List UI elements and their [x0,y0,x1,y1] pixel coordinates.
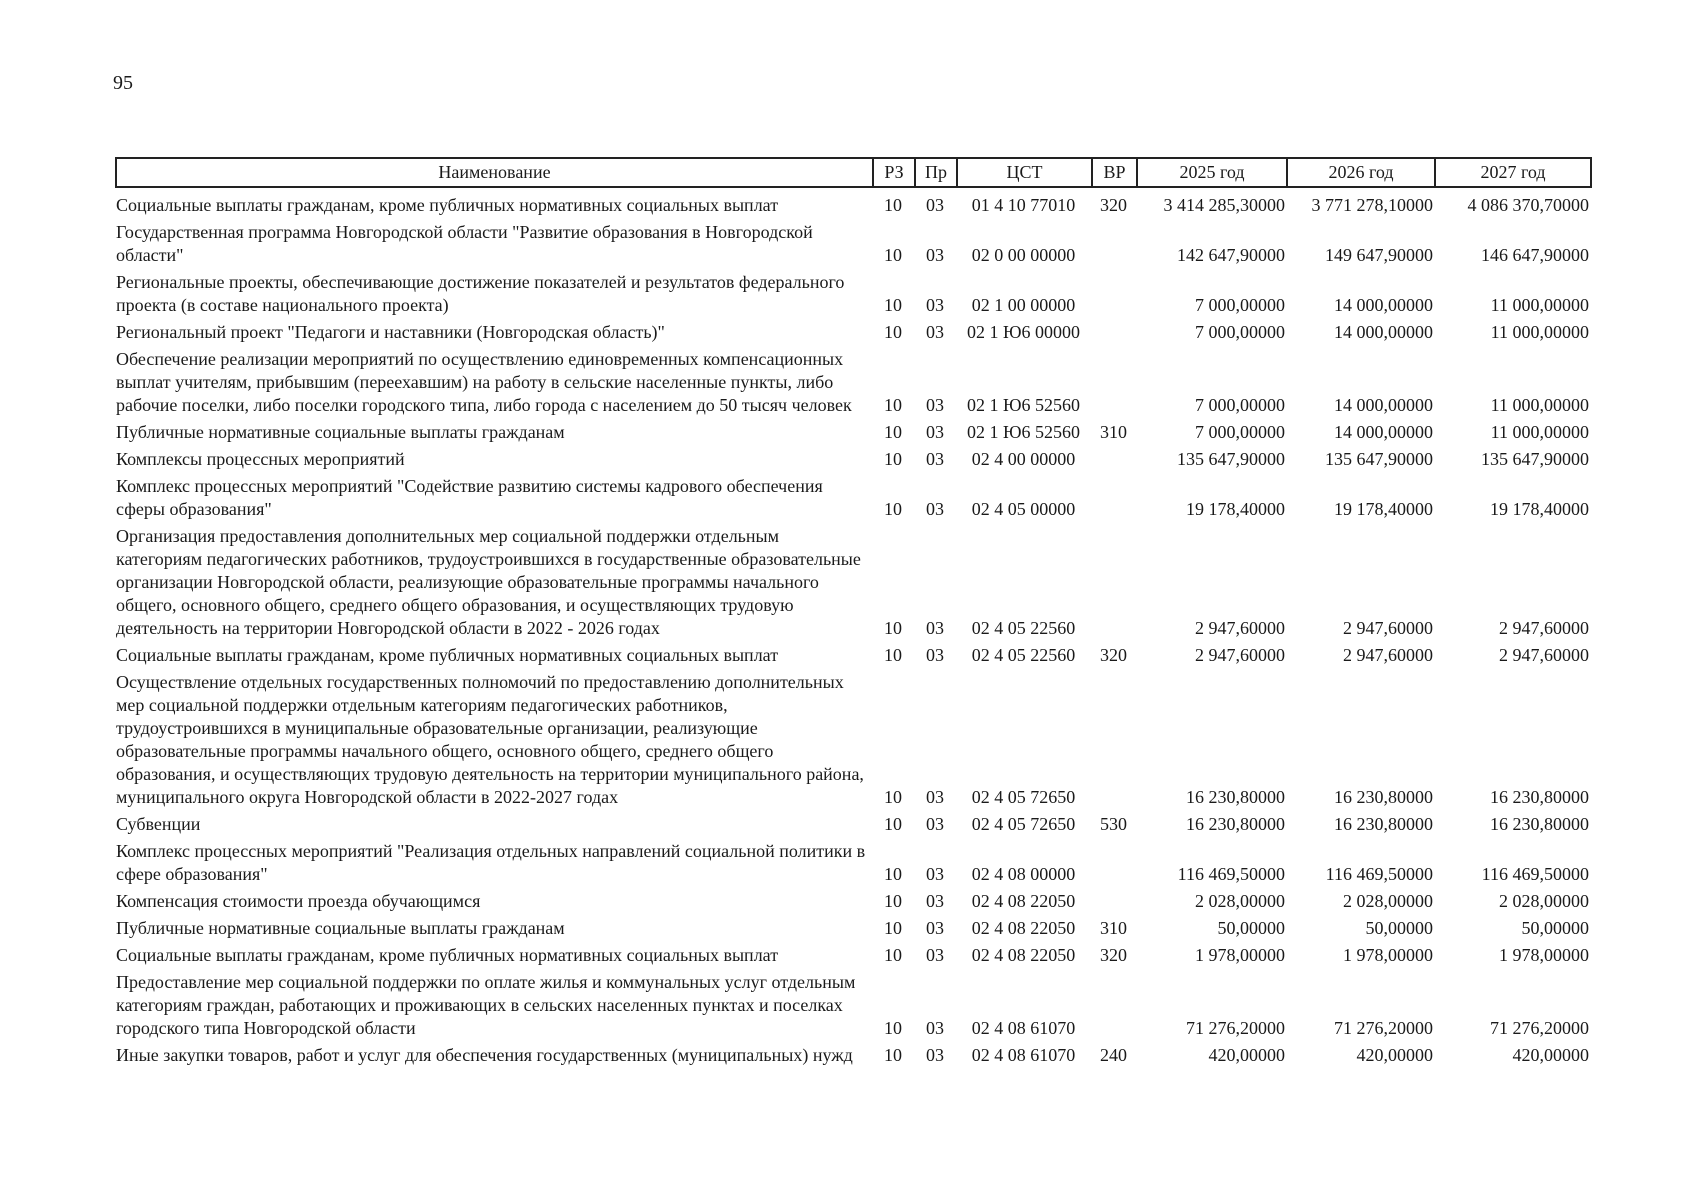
header-vr: ВР [1092,158,1137,187]
row-vr [1092,890,1137,917]
row-name: Субвенции [116,814,201,834]
page-number: 95 [113,72,133,94]
row-name: Региональный проект "Педагоги и наставники (Новгородская область)" [116,322,665,342]
row-2027: 4 086 370,70000 [1467,195,1589,215]
row-name: Комплексы процессных мероприятий [116,449,405,469]
row-2026: 1 978,00000 [1343,945,1433,965]
row-2026: 50,00000 [1365,918,1433,938]
row-rz: 10 [884,422,902,442]
header-2027: 2027 год [1435,158,1591,187]
table-row [116,671,1591,813]
row-vr [1092,271,1137,321]
table-row [116,421,1591,448]
row-vr: 320 [1100,195,1127,215]
table-row [116,1044,1591,1071]
row-pr: 03 [926,645,944,665]
row-2027: 50,00000 [1521,918,1589,938]
header-pr: Пр [915,158,957,187]
row-2025: 19 178,40000 [1186,499,1285,519]
row-name: Государственная программа Новгородской области "Развитие образования в Новгородской области" [116,222,813,265]
row-2027: 420,00000 [1512,1045,1589,1065]
row-rz: 10 [884,864,902,884]
row-rz: 10 [884,945,902,965]
row-name: Региональные проекты, обеспечивающие достижение показателей и результатов федерального проекта (в составе национального проекта) [116,272,845,315]
row-name: Компенсация стоимости проезда обучающимся [116,891,481,911]
table-body [116,187,1591,1071]
row-vr: 320 [1100,645,1127,665]
row-cst: 02 4 08 22050 [971,945,1076,965]
row-pr: 03 [926,245,944,265]
table-row [116,348,1591,421]
row-2027: 16 230,80000 [1490,814,1589,834]
row-2026: 3 771 278,10000 [1311,195,1433,215]
row-rz: 10 [884,499,902,519]
row-2027: 2 947,60000 [1499,645,1589,665]
row-cst: 02 4 05 22560 [971,618,1076,638]
row-2026: 14 000,00000 [1334,322,1433,342]
row-rz: 10 [884,195,902,215]
row-2027: 116 469,50000 [1481,864,1589,884]
row-name: Комплекс процессных мероприятий "Реализация отдельных направлений социальной политики в сфере образования" [116,841,866,884]
row-name: Организация предоставления дополнительных мер социальной поддержки отдельным категориям педагогических работников, трудоустроившихся в государственные образовательные организации Новгородской области, реализующие образовательные программы начального общего, основного общего, среднего общего образования, и осуществляющих трудовую деятельность на территории Новгородской области в 2022 - 2026 годах [116,526,861,638]
table-row [116,813,1591,840]
row-cst: 02 4 08 61070 [971,1018,1076,1038]
row-2025: 1 978,00000 [1195,945,1285,965]
row-pr: 03 [926,891,944,911]
row-pr: 03 [926,395,944,415]
row-pr: 03 [926,449,944,469]
row-2025: 71 276,20000 [1186,1018,1285,1038]
table-row [116,321,1591,348]
row-pr: 03 [926,295,944,315]
row-2026: 14 000,00000 [1334,395,1433,415]
row-2027: 11 000,00000 [1490,322,1589,342]
row-cst: 02 4 08 22050 [971,891,1076,911]
row-2025: 16 230,80000 [1186,814,1285,834]
row-rz: 10 [884,1018,902,1038]
row-rz: 10 [884,1045,902,1065]
table-row [116,917,1591,944]
row-2027: 2 947,60000 [1499,618,1589,638]
row-2025: 420,00000 [1208,1045,1285,1065]
row-2026: 2 947,60000 [1343,618,1433,638]
row-rz: 10 [884,395,902,415]
row-rz: 10 [884,245,902,265]
row-2025: 2 947,60000 [1195,645,1285,665]
table-row [116,271,1591,321]
table-row [116,644,1591,671]
header-name: Наименование [116,158,873,187]
row-rz: 10 [884,891,902,911]
row-2025: 7 000,00000 [1195,395,1285,415]
table-row [116,971,1591,1044]
row-2026: 16 230,80000 [1334,814,1433,834]
table-row [116,890,1591,917]
row-2027: 146 647,90000 [1481,245,1589,265]
header-2026: 2026 год [1287,158,1435,187]
row-cst: 02 1 Ю6 00000 [966,322,1080,342]
row-2025: 7 000,00000 [1195,422,1285,442]
row-pr: 03 [926,195,944,215]
row-rz: 10 [884,918,902,938]
row-2025: 116 469,50000 [1177,864,1285,884]
header-cst: ЦСТ [957,158,1092,187]
row-rz: 10 [884,618,902,638]
table-row [116,525,1591,644]
row-cst: 02 4 08 61070 [971,1045,1076,1065]
row-vr [1092,475,1137,525]
row-cst: 02 4 08 00000 [971,864,1076,884]
row-rz: 10 [884,449,902,469]
row-name: Социальные выплаты гражданам, кроме публичных нормативных социальных выплат [116,195,779,215]
budget-table [115,157,1592,1071]
row-rz: 10 [884,295,902,315]
row-2027: 11 000,00000 [1490,395,1589,415]
row-pr: 03 [926,787,944,807]
row-2026: 2 947,60000 [1343,645,1433,665]
row-cst: 02 4 05 22560 [971,645,1076,665]
row-vr: 310 [1100,422,1127,442]
row-2025: 135 647,90000 [1177,449,1285,469]
header-2025: 2025 год [1137,158,1287,187]
row-2027: 71 276,20000 [1490,1018,1589,1038]
table-row [116,475,1591,525]
row-2026: 19 178,40000 [1334,499,1433,519]
row-2025: 2 028,00000 [1195,891,1285,911]
row-cst: 02 4 00 00000 [971,449,1076,469]
table-row [116,944,1591,971]
row-2026: 149 647,90000 [1325,245,1433,265]
row-pr: 03 [926,814,944,834]
row-2026: 71 276,20000 [1334,1018,1433,1038]
row-vr: 530 [1100,814,1127,834]
row-cst: 02 1 00 00000 [971,295,1076,315]
row-pr: 03 [926,322,944,342]
row-2025: 16 230,80000 [1186,787,1285,807]
row-pr: 03 [926,1018,944,1038]
row-2027: 135 647,90000 [1481,449,1589,469]
row-2026: 14 000,00000 [1334,422,1433,442]
row-vr [1092,348,1137,421]
row-vr: 310 [1100,918,1127,938]
row-name: Комплекс процессных мероприятий "Содействие развитию системы кадрового обеспечения сферы образования" [116,476,823,519]
row-cst: 02 4 08 22050 [971,918,1076,938]
row-pr: 03 [926,499,944,519]
row-cst: 01 4 10 77010 [971,195,1076,215]
row-rz: 10 [884,322,902,342]
row-cst: 02 0 00 00000 [971,245,1076,265]
row-cst: 02 4 05 00000 [971,499,1076,519]
row-name: Предоставление мер социальной поддержки по оплате жилья и коммунальных услуг отдельным категориям граждан, работающих и проживающих в сельских населенных пунктах и поселках городского типа Новгородской области [116,972,856,1038]
row-name: Социальные выплаты гражданам, кроме публичных нормативных социальных выплат [116,945,779,965]
table-row [116,187,1591,221]
row-2025: 3 414 285,30000 [1163,195,1285,215]
row-pr: 03 [926,618,944,638]
row-2027: 2 028,00000 [1499,891,1589,911]
row-2026: 14 000,00000 [1334,295,1433,315]
row-2026: 2 028,00000 [1343,891,1433,911]
row-rz: 10 [884,787,902,807]
row-vr [1092,525,1137,644]
header-row [116,158,1591,187]
row-vr [1092,840,1137,890]
row-2027: 19 178,40000 [1490,499,1589,519]
row-cst: 02 1 Ю6 52560 [966,395,1080,415]
row-2027: 11 000,00000 [1490,422,1589,442]
row-pr: 03 [926,918,944,938]
row-2027: 11 000,00000 [1490,295,1589,315]
row-2026: 16 230,80000 [1334,787,1433,807]
row-vr [1092,321,1137,348]
table-header [116,158,1591,187]
row-cst: 02 4 05 72650 [971,814,1076,834]
row-2026: 135 647,90000 [1325,449,1433,469]
row-pr: 03 [926,945,944,965]
row-vr [1092,448,1137,475]
row-vr [1092,221,1137,271]
row-2025: 50,00000 [1217,918,1285,938]
row-vr [1092,671,1137,813]
row-vr [1092,971,1137,1044]
row-2026: 116 469,50000 [1325,864,1433,884]
row-2027: 16 230,80000 [1490,787,1589,807]
row-name: Обеспечение реализации мероприятий по осуществлению единовременных компенсационных выплат учителям, прибывшим (переехавшим) на работу в сельские населенные пункты, либо рабочие поселки, либо поселки городского типа, либо города с населением до 50 тысяч человек [116,349,852,415]
row-name: Социальные выплаты гражданам, кроме публичных нормативных социальных выплат [116,645,779,665]
row-rz: 10 [884,814,902,834]
row-pr: 03 [926,422,944,442]
row-2027: 1 978,00000 [1499,945,1589,965]
row-2025: 7 000,00000 [1195,322,1285,342]
row-name: Иные закупки товаров, работ и услуг для обеспечения государственных (муниципальных) нужд [116,1045,853,1065]
row-2025: 7 000,00000 [1195,295,1285,315]
row-2025: 2 947,60000 [1195,618,1285,638]
header-rz: РЗ [873,158,915,187]
row-name: Публичные нормативные социальные выплаты гражданам [116,918,565,938]
row-pr: 03 [926,1045,944,1065]
row-vr: 240 [1100,1045,1127,1065]
row-pr: 03 [926,864,944,884]
row-vr: 320 [1100,945,1127,965]
row-cst: 02 4 05 72650 [971,787,1076,807]
table-row [116,448,1591,475]
table-row [116,221,1591,271]
row-2025: 142 647,90000 [1177,245,1285,265]
row-2026: 420,00000 [1356,1045,1433,1065]
row-cst: 02 1 Ю6 52560 [966,422,1080,442]
table-row [116,840,1591,890]
row-rz: 10 [884,645,902,665]
row-name: Осуществление отдельных государственных полномочий по предоставлению дополнительных мер социальной поддержки отдельным категориям педагогических работников, трудоустроившихся в муниципальные образовательные организации, реализующие образовательные программы начального общего, основного общего, среднего общего образования, и осуществляющих трудовую деятельность на территории муниципального района, муниципального округа Новгородской области в 2022-2027 годах [116,672,864,807]
row-name: Публичные нормативные социальные выплаты гражданам [116,422,565,442]
